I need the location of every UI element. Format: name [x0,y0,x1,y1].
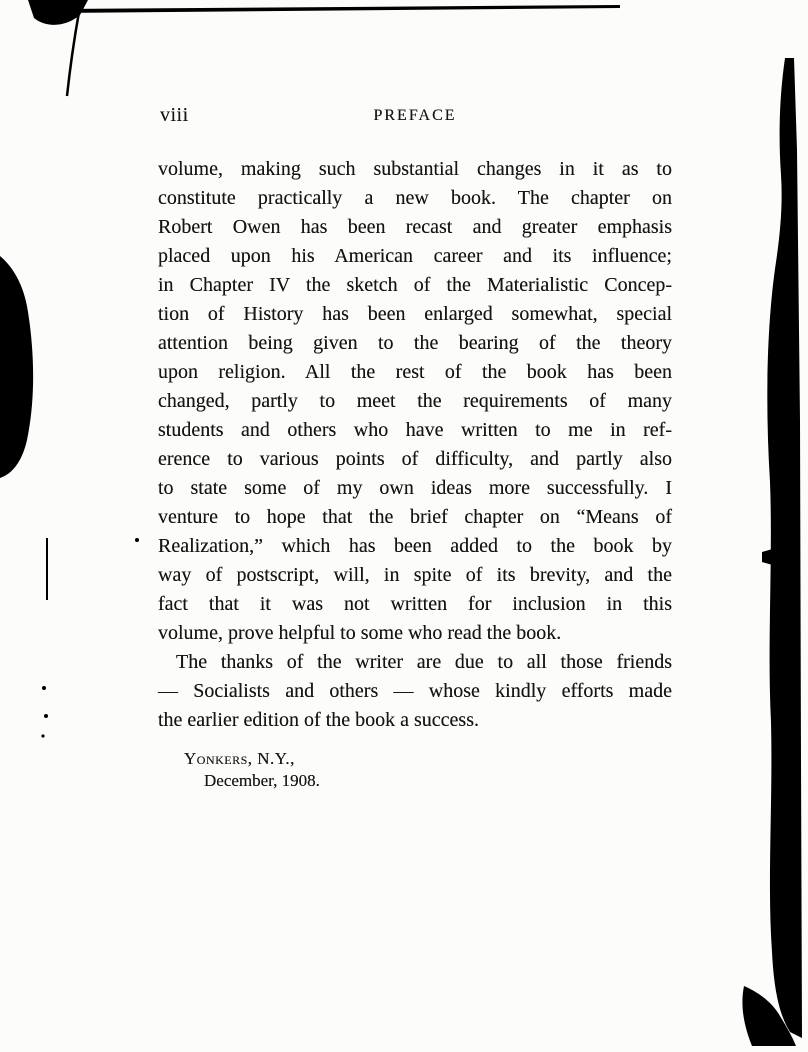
text-line: upon religion. All the rest of the book has been [158,361,672,383]
paragraph-2 [158,648,672,735]
text-line: erence to various points of difficulty, and partly also [158,448,672,470]
signature-date: December, 1908. [204,771,320,790]
text-line: changed, partly to meet the requirements of many [158,390,672,412]
scan-artifact-left-speck-1 [42,686,46,690]
page-header-row [158,104,672,130]
paragraph-1 [158,155,672,648]
scan-artifact-bottom-right-blob [742,986,796,1046]
scan-artifact-top-left-blob [28,0,88,25]
text-line: The thanks of the writer are due to all those friends [176,651,672,673]
page-number: viii [160,104,189,126]
text-line: Robert Owen has been recast and greater emphasis [158,216,672,238]
scan-artifact-left-speck-3 [41,734,44,737]
text-line: fact that it was not written for inclusion in this [158,593,672,615]
text-line: Realization,” which has been added to the book by [158,535,672,557]
text-line: — Socialists and others — whose kindly efforts made [158,680,672,702]
text-line: volume, prove helpful to some who read the book. [158,622,562,644]
scan-artifact-margin-dot [135,538,139,542]
text-line: constitute practically a new book. The chapter on [158,187,672,209]
text-line: the earlier edition of the book a success. [158,709,479,731]
text-line: attention being given to the bearing of the theory [158,332,672,354]
scan-artifact-right-band [767,58,802,1038]
text-line: placed upon his American career and its influence; [158,245,672,267]
page-content [158,104,672,792]
scan-artifact-left-band [0,256,33,478]
text-line: in Chapter IV the sketch of the Materialistic Concep- [158,274,672,296]
text-line: to state some of my own ideas more successfully. I [158,477,672,499]
scan-artifact-top-left-crease [67,12,79,96]
text-line: tion of History has been enlarged somewhat, special [158,303,672,325]
signature-block [158,748,672,792]
text-line: students and others who have written to me in ref- [158,419,672,441]
scan-artifact-left-speck-2 [44,714,48,718]
text-line: venture to hope that the brief chapter on “Means of [158,506,672,528]
signature-place: Yonkers, N.Y., [184,749,295,768]
text-line: volume, making such substantial changes in it as to [158,158,672,180]
scan-artifact-left-stroke [46,538,48,600]
running-header: PREFACE [373,107,457,124]
scan-artifact-top-line [57,5,620,13]
scan-artifact-right-notch [762,548,776,566]
text-line: way of postscript, will, in spite of its brevity, and the [158,564,672,586]
